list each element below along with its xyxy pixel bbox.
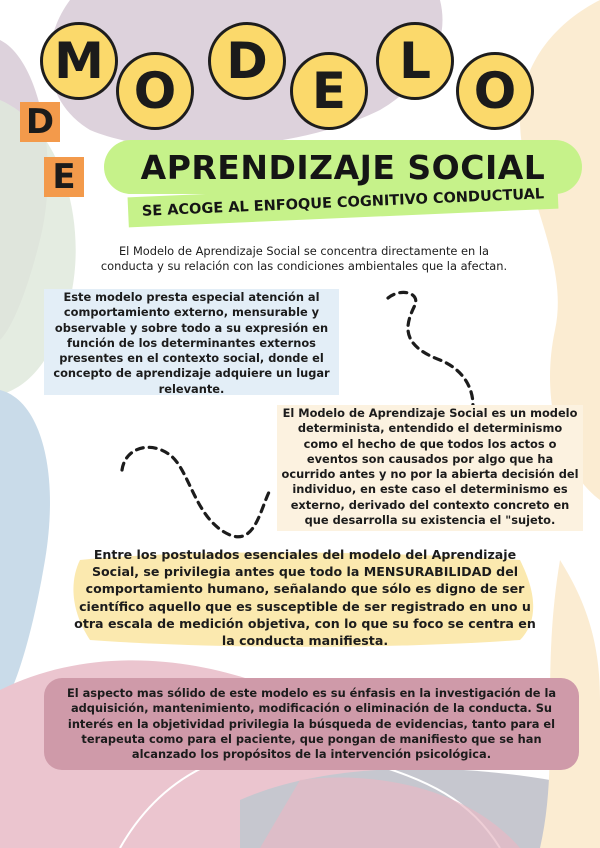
postulates-line: Social, se privilegia antes que todo la MENSURABILIDAD del [91, 564, 519, 580]
attention-line: concepto de aprendizaje adquiere un lugar [53, 366, 330, 381]
determinist-line: que desarrolla su existencia el "sujeto. [304, 513, 556, 528]
dashed-curve-right [388, 292, 473, 420]
attention-paragraph [44, 290, 339, 397]
solid-line: interés en la objetividad privilegia la búsqueda de evidencias, tanto para el [67, 716, 556, 731]
postulates-paragraph [60, 546, 550, 649]
letter-circle-o2 [456, 52, 534, 130]
solid-line: terapeuta como para el paciente, que pongan de manifiesto que se han [81, 731, 542, 746]
intro-line: conducta y su relación con las condiciones ambientales que la afectan. [100, 259, 508, 274]
attention-line: función de los determinantes externos [67, 335, 316, 350]
postulates-line: otra escala de medición objetiva, con lo que su foco se centra en [74, 615, 536, 631]
determinist-line: El Modelo de Aprendizaje Social es un modelo [282, 406, 578, 420]
attention-line: Este modelo presta especial atención al [63, 290, 320, 304]
intro-line: El Modelo de Aprendizaje Social se concentra directamente en la [118, 244, 490, 258]
postulates-line: científico aquello que es susceptible de ser registrado en uno u [79, 598, 531, 614]
attention-line: relevante. [158, 381, 225, 396]
solid-aspect-paragraph [44, 686, 579, 762]
postulates-line: comportamiento humano, señalando que sólo es digno de ser [85, 581, 525, 597]
attention-line: comportamiento externo, mensurable y [63, 305, 320, 320]
letter-m: M [54, 32, 104, 90]
letter-circle-e [290, 52, 368, 130]
solid-line: adquisición, mantenimiento, modificación o eliminación de la conducta. Su [70, 701, 553, 716]
attention-line: presentes en el contexto social, donde el [59, 351, 324, 366]
letter-d-small: D [25, 102, 55, 142]
letter-o2: O [473, 62, 517, 120]
subtitle: SE ACOGE AL ENFOQUE COGNITIVO CONDUCTUAL [128, 179, 559, 228]
determinist-line: determinista, entendido el determinismo [297, 421, 563, 436]
determinist-line: individuo, en este caso el determinismo es [292, 482, 568, 497]
dashed-curve-left [122, 447, 270, 536]
postulates-line: Entre los postulados esenciales del modelo del Aprendizaje [93, 547, 517, 562]
letter-circle-o [116, 52, 194, 130]
letter-d: D [226, 32, 268, 90]
determinist-line: externo, derivado del contexto concreto en [290, 497, 570, 512]
postulates-line: la conducta manifiesta. [221, 633, 389, 649]
determinist-paragraph [277, 406, 583, 528]
solid-line: El aspecto mas sólido de este modelo es su énfasis en la investigación de la [66, 686, 557, 700]
determinist-line: ocurrido antes y no por la abierta decisión del [281, 467, 579, 482]
solid-line: alcanzado los propósitos de la intervención psicológica. [131, 747, 492, 762]
letter-e: E [311, 62, 347, 120]
letter-square-d [20, 102, 60, 142]
determinist-line: como el hecho de que todos los actos o [303, 436, 557, 451]
attention-line: observable y sobre todo a su expresión en [54, 320, 329, 335]
determinist-line: eventos son causados por algo que ha [306, 451, 554, 466]
letter-square-e [44, 157, 84, 197]
letter-circle-d [208, 22, 286, 100]
page-title: APRENDIZAJE SOCIAL [140, 147, 546, 187]
letter-circle-m [40, 22, 118, 100]
letter-o: O [133, 62, 177, 120]
letter-l: L [399, 32, 431, 90]
letter-e-small: E [52, 157, 76, 197]
intro-paragraph [40, 244, 568, 275]
letter-circle-l [376, 22, 454, 100]
blue-left-blob [0, 390, 50, 710]
